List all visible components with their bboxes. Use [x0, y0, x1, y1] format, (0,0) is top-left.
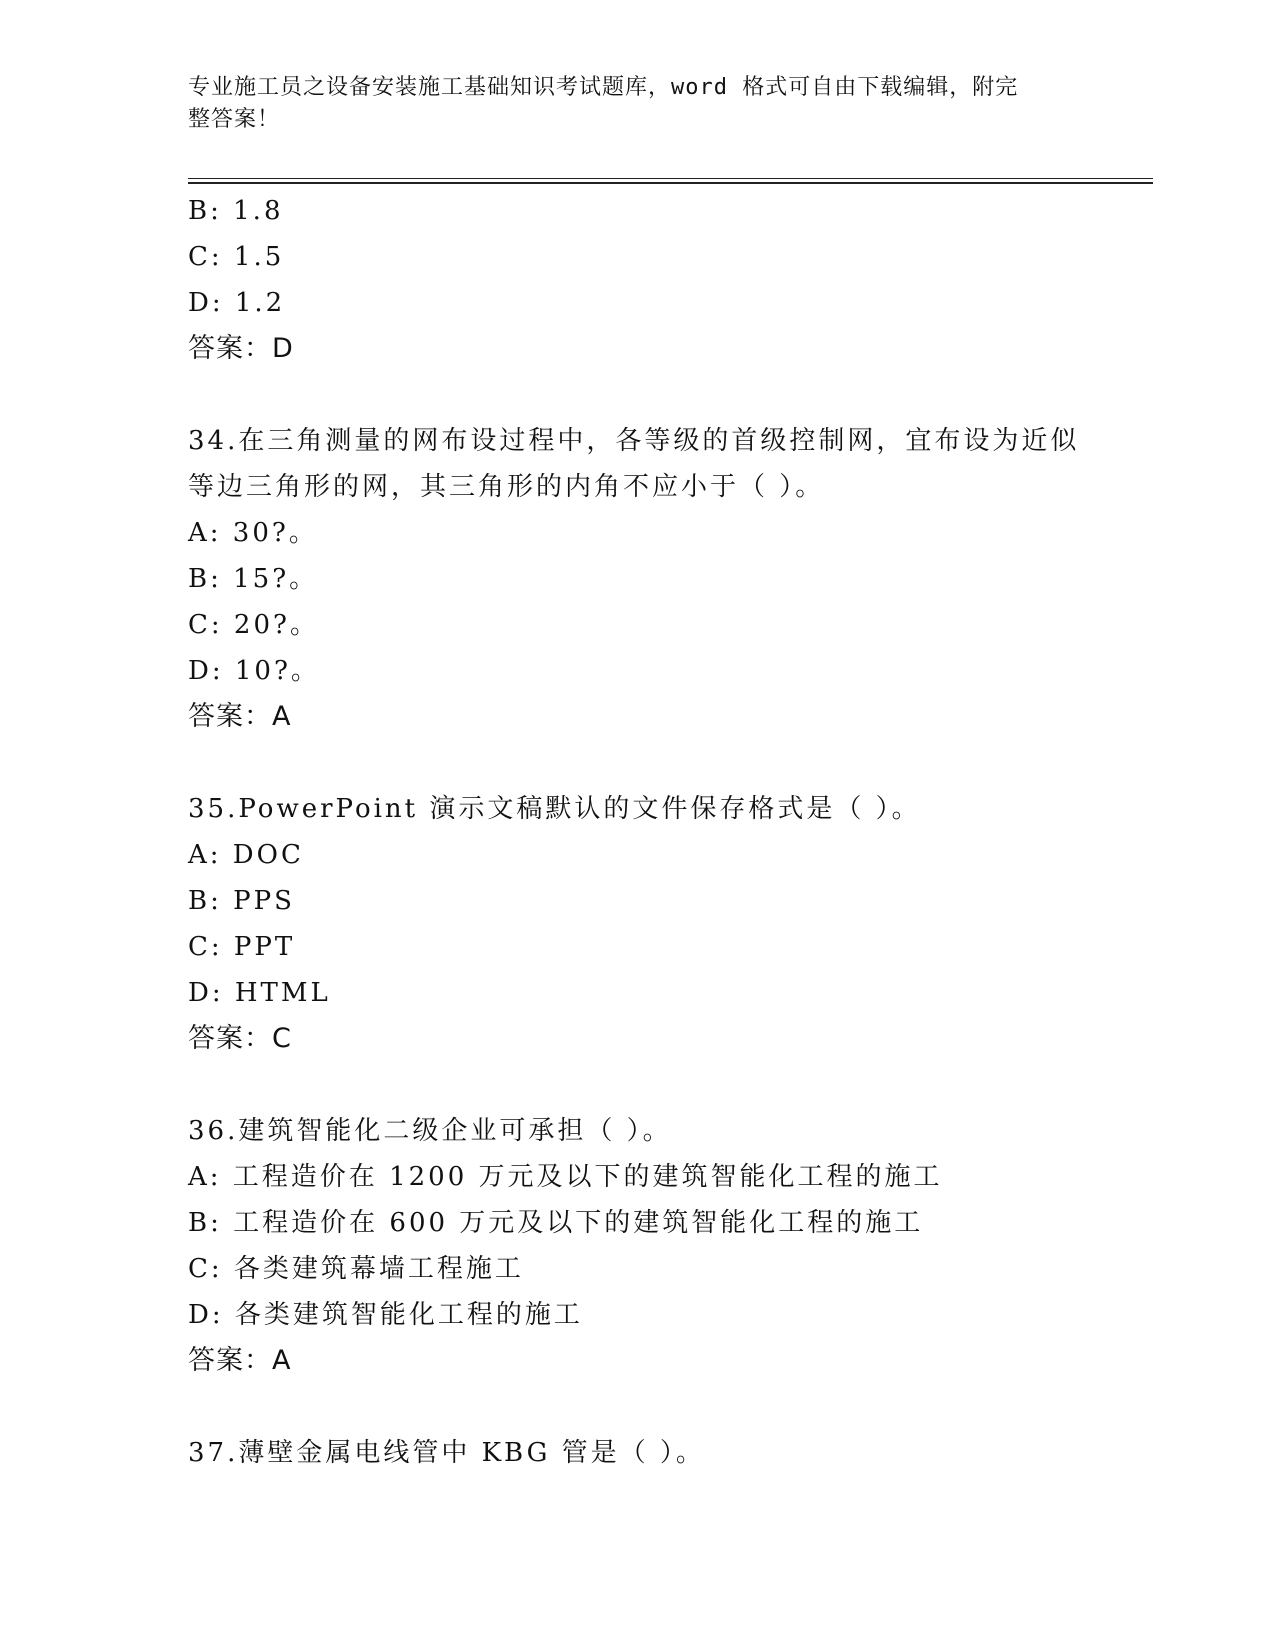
option-b: B: 工程造价在 600 万元及以下的建筑智能化工程的施工	[188, 1208, 924, 1238]
spacer	[188, 1384, 1148, 1430]
spacer	[188, 740, 1148, 786]
answer-line: 答案：D	[188, 333, 294, 364]
option-b: B: 15?。	[188, 564, 319, 594]
option-d: D: 各类建筑智能化工程的施工	[188, 1300, 583, 1330]
answer-line: 答案：C	[188, 1023, 292, 1054]
answer-line: 答案：A	[188, 1345, 292, 1376]
header-line-1: 专业施工员之设备安装施工基础知识考试题库，word 格式可自由下载编辑，附完	[188, 75, 1019, 100]
question-stem: 36.建筑智能化二级企业可承担（ ）。	[188, 1116, 672, 1146]
option-a: A: 工程造价在 1200 万元及以下的建筑智能化工程的施工	[188, 1162, 943, 1192]
option-d: D: 1.2	[188, 288, 286, 318]
spacer	[188, 372, 1148, 418]
question-37	[188, 1430, 1148, 1476]
option-a: A: 30?。	[188, 518, 318, 548]
question-stem: 34.在三角测量的网布设过程中，各等级的首级控制网，宜布设为近似	[188, 426, 1080, 456]
option-c: C: 1.5	[188, 242, 285, 272]
question-36	[188, 1108, 1148, 1384]
question-34	[188, 418, 1148, 740]
question-list	[188, 188, 1148, 1476]
header-divider-thin	[188, 178, 1153, 179]
spacer	[188, 1062, 1148, 1108]
option-c: C: 各类建筑幕墙工程施工	[188, 1254, 524, 1284]
question-stem: 35.PowerPoint 演示文稿默认的文件保存格式是（ ）。	[188, 794, 921, 824]
option-b: B: PPS	[188, 886, 295, 916]
question-stem: 等边三角形的网，其三角形的内角不应小于（ ）。	[188, 472, 825, 502]
document-header	[188, 72, 1068, 136]
option-c: C: 20?。	[188, 610, 319, 640]
question-33-continued	[188, 188, 1148, 372]
header-divider-thick	[188, 182, 1153, 184]
option-b: B: 1.8	[188, 196, 284, 226]
question-stem: 37.薄壁金属电线管中 KBG 管是（ ）。	[188, 1438, 705, 1468]
answer-line: 答案：A	[188, 701, 292, 732]
header-line-2: 整答案！	[188, 107, 281, 132]
option-d: D: HTML	[188, 978, 331, 1008]
option-a: A: DOC	[188, 840, 304, 870]
question-35	[188, 786, 1148, 1062]
option-c: C: PPT	[188, 932, 296, 962]
option-d: D: 10?。	[188, 656, 320, 686]
